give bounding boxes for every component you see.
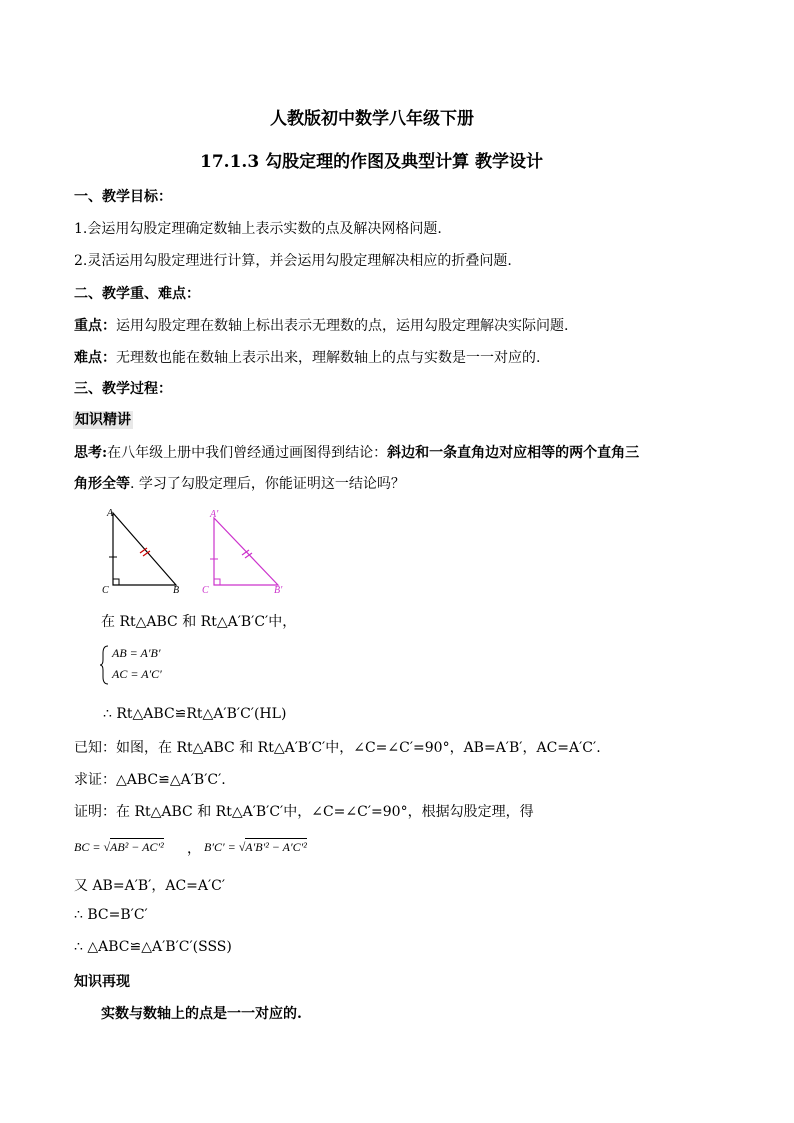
- triangles-figure: [98, 503, 298, 598]
- label-b-prime: B': [274, 585, 283, 596]
- key-point-text: 运用勾股定理在数轴上标出表示无理数的点，运用勾股定理解决实际问题.: [116, 318, 569, 334]
- think-bold-2: 角形全等: [74, 476, 130, 492]
- left-brace-icon: [100, 645, 110, 685]
- section-heading-process: 三、教学过程：: [74, 381, 172, 397]
- prove-statement: 求证：△ABC≌△A′B′C′.: [74, 772, 226, 788]
- therefore-line-2: ∴ △ABC≌△A′B′C′(SSS): [74, 939, 232, 955]
- knowledge-block-label: 知识精讲: [75, 412, 131, 428]
- section-heading-goals: 一、教学目标：: [74, 189, 172, 205]
- formula-b-prime-c-prime: B′C′ = √A′B′² − A′C′²: [204, 840, 307, 854]
- brace-row-2: AC = A′C′: [112, 667, 162, 681]
- triangle-a-prime-b-prime-c-prime: [202, 509, 283, 596]
- again-line: 又 AB=A′B′，AC=A′C′: [74, 878, 226, 894]
- label-a-prime: A': [210, 509, 219, 520]
- goal-item-1: 1.会运用勾股定理确定数轴上表示实数的点及解决网格问题.: [74, 221, 442, 237]
- key-point: [74, 315, 568, 335]
- section-heading-keypoints: 二、教学重、难点：: [74, 286, 200, 302]
- recall-text: 实数与数轴上的点是一一对应的.: [101, 1006, 302, 1022]
- proof1-intro: 在 Rt△ABC 和 Rt△A′B′C′中，: [101, 614, 297, 630]
- triangle-abc: [102, 508, 179, 596]
- think-text: 在八年级上册中我们曾经通过画图得到结论：: [107, 445, 388, 461]
- known-statement: 已知：如图，在 Rt△ABC 和 Rt△A′B′C′中，∠C=∠C′=90°，AB=A′B′，AC=A′C′.: [74, 740, 601, 756]
- proof-statement: 证明：在 Rt△ABC 和 Rt△A′B′C′中，∠C=∠C′=90°，根据勾股定理，得: [74, 804, 534, 820]
- think-bold: 斜边和一条直角边对应相等的两个直角三: [387, 445, 640, 461]
- proof1-conclusion: ∴ Rt△ABC≌Rt△A′B′C′(HL): [103, 706, 287, 722]
- formula-separator: ，: [187, 841, 201, 857]
- label-c-prime: C: [202, 585, 209, 596]
- section-heading-recall: 知识再现: [74, 974, 130, 990]
- think-label: 思考:: [74, 445, 108, 461]
- formula-bc: BC = √AB² − AC′²: [74, 840, 164, 854]
- therefore-line-1: ∴ BC=B′C′: [74, 907, 148, 923]
- document-subtitle: 17.1.3 勾股定理的作图及典型计算 教学设计: [200, 152, 543, 172]
- label-a: A: [107, 508, 114, 519]
- brace-row-1: AB = A′B′: [112, 646, 161, 660]
- think-tail: . 学习了勾股定理后，你能证明这一结论吗？: [130, 476, 405, 492]
- goal-item-2: 2.灵活运用勾股定理进行计算，并会运用勾股定理解决相应的折叠问题.: [74, 253, 512, 269]
- key-point-label: 重点：: [74, 318, 116, 334]
- think-paragraph-line2: [74, 473, 405, 493]
- label-b: B: [173, 585, 180, 596]
- difficult-point-text: 无理数也能在数轴上表示出来，理解数轴上的点与实数是一一对应的.: [116, 350, 541, 366]
- label-c: C: [102, 585, 109, 596]
- difficult-point-label: 难点：: [74, 350, 116, 366]
- document-title: 人教版初中数学八年级下册: [270, 109, 474, 129]
- difficult-point: [74, 347, 540, 367]
- think-paragraph-line1: [74, 442, 639, 462]
